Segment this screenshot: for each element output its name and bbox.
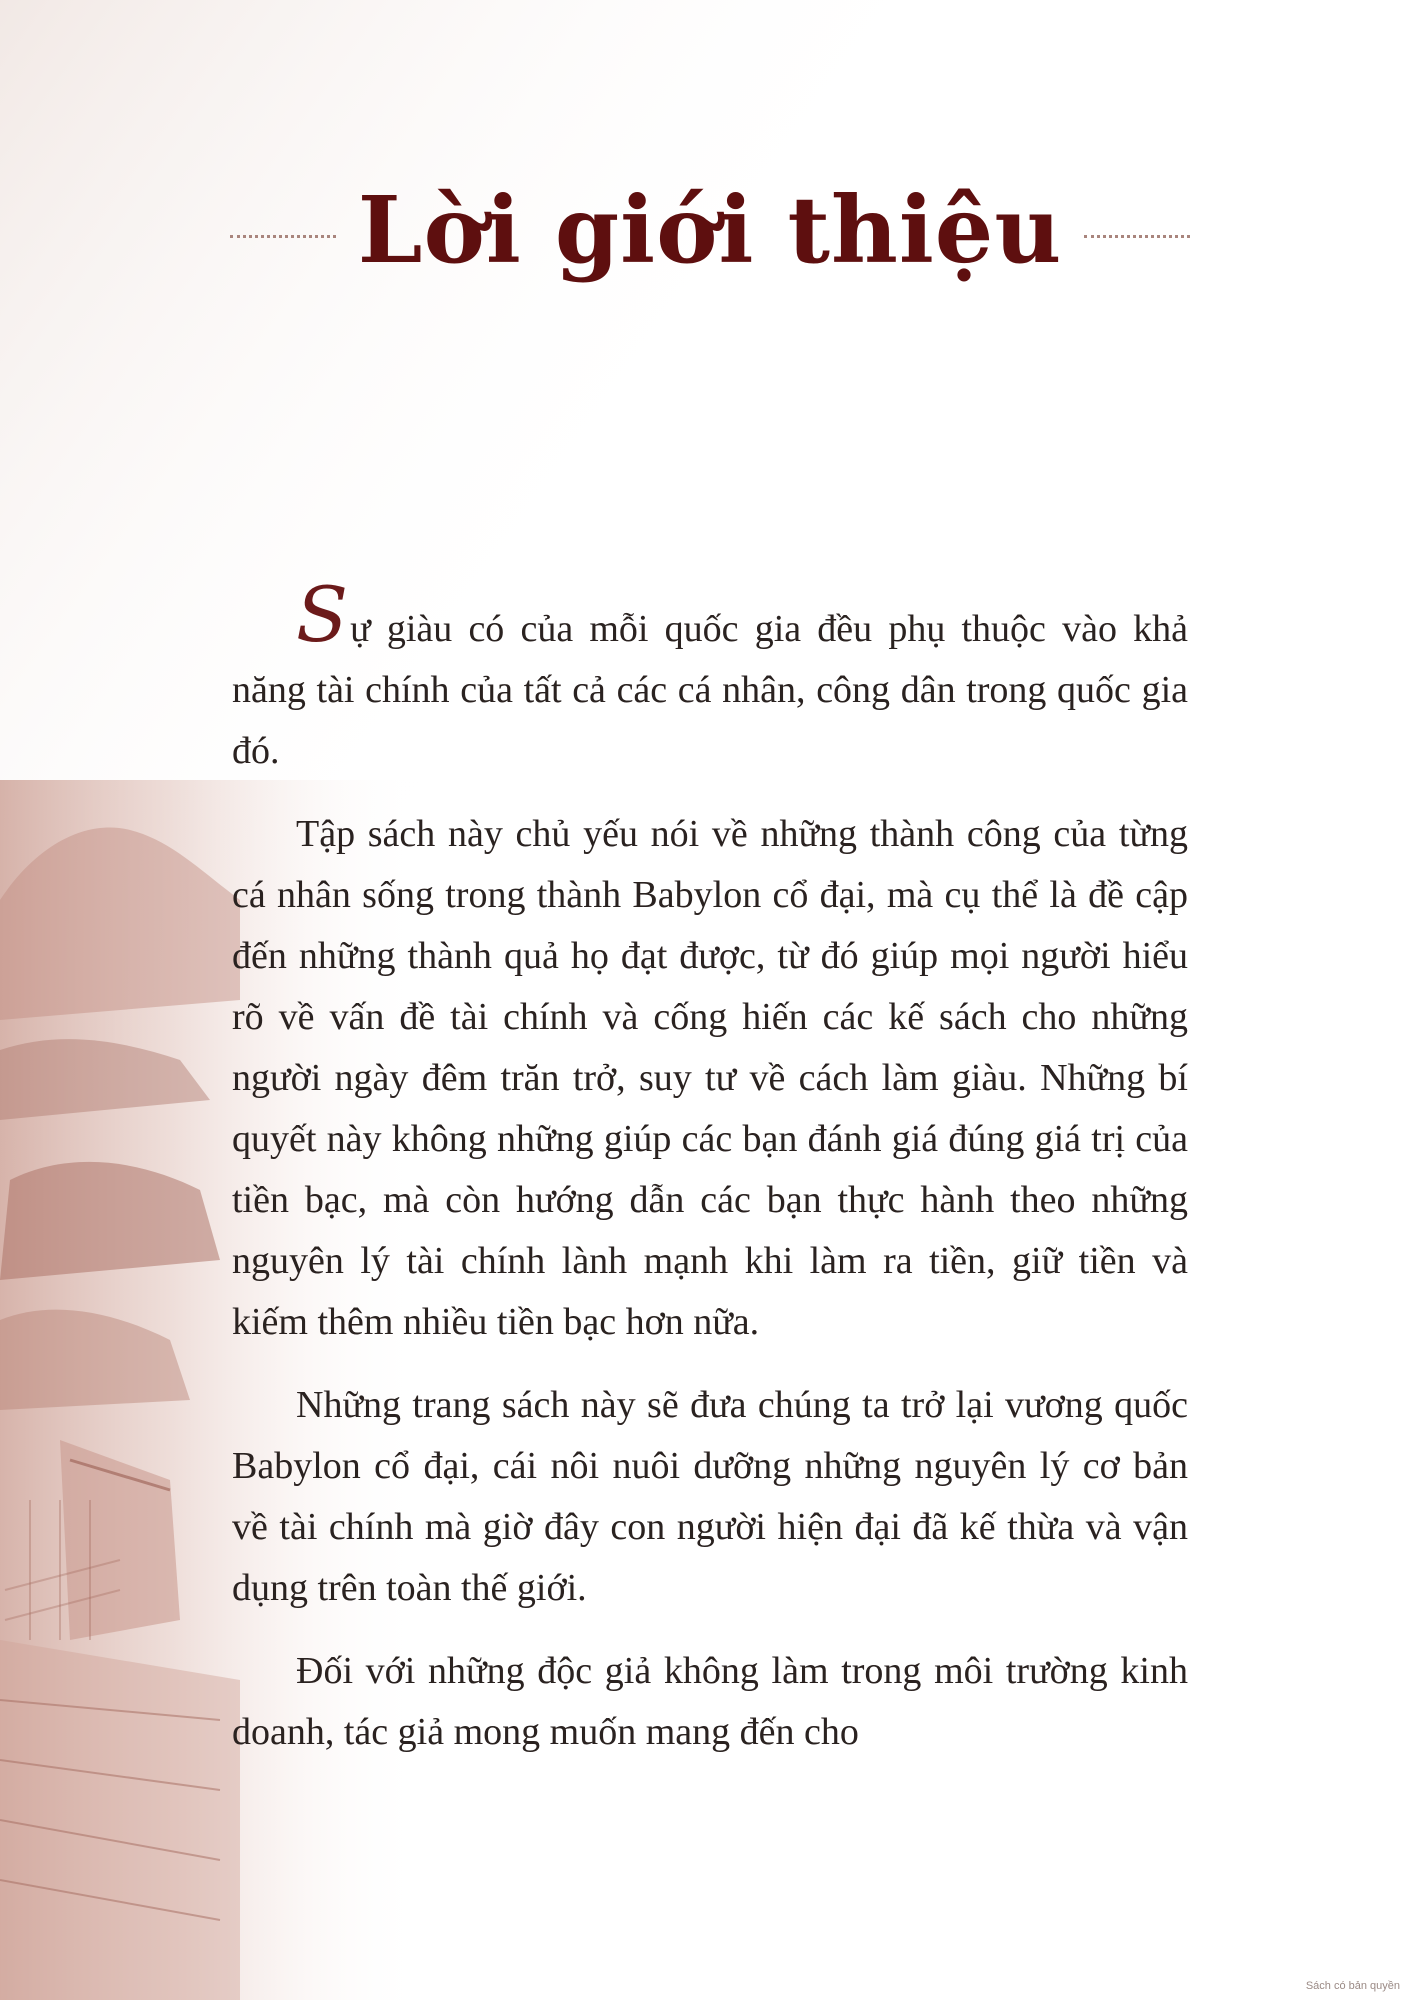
left-dotted-rule bbox=[230, 235, 336, 238]
right-dotted-rule bbox=[1084, 235, 1190, 238]
paragraph-2: Tập sách này chủ yếu nói về những thành công của từng cá nhân sống trong thành Babylon cổ đại, mà cụ thể là đề cập đến những thành quả họ đạt được, từ đó giúp mọi người hiểu rõ về vấn đề tài chính và cống hiến các kế sách cho những người ngày đêm trăn trở, suy tư về cách làm giàu. Những bí quyết này không những giúp các bạn đánh giá đúng giá trị của tiền bạc, mà còn hướng dẫn các bạn thực hành theo những nguyên lý tài chính lành mạnh khi làm ra tiền, giữ tiền và kiếm thêm nhiều tiền bạc hơn nữa. bbox=[232, 813, 1188, 1343]
footer-copyright-note: Sách có bản quyền bbox=[1305, 1980, 1400, 1992]
drop-cap: S bbox=[296, 570, 349, 659]
heading-row bbox=[230, 170, 1190, 290]
paragraph-1-text: ự giàu có của mỗi quốc gia đều phụ thuộc vào khả năng tài chính của tất cả các cá nhân, công dân trong quốc gia đó. bbox=[232, 608, 1188, 772]
page-title: Lời giới thiệu bbox=[357, 176, 1063, 284]
body-text bbox=[232, 570, 1188, 1785]
paragraph-3: Những trang sách này sẽ đưa chúng ta trở lại vương quốc Babylon cổ đại, cái nôi nuôi dưỡng những nguyên lý cơ bản về tài chính mà giờ đây con người hiện đại đã kế thừa và vận dụng trên toàn thế giới. bbox=[232, 1384, 1188, 1609]
paragraph-4: Đối với những độc giả không làm trong môi trường kinh doanh, tác giả mong muốn mang đến cho bbox=[232, 1650, 1188, 1753]
paragraph-1 bbox=[232, 570, 1188, 782]
